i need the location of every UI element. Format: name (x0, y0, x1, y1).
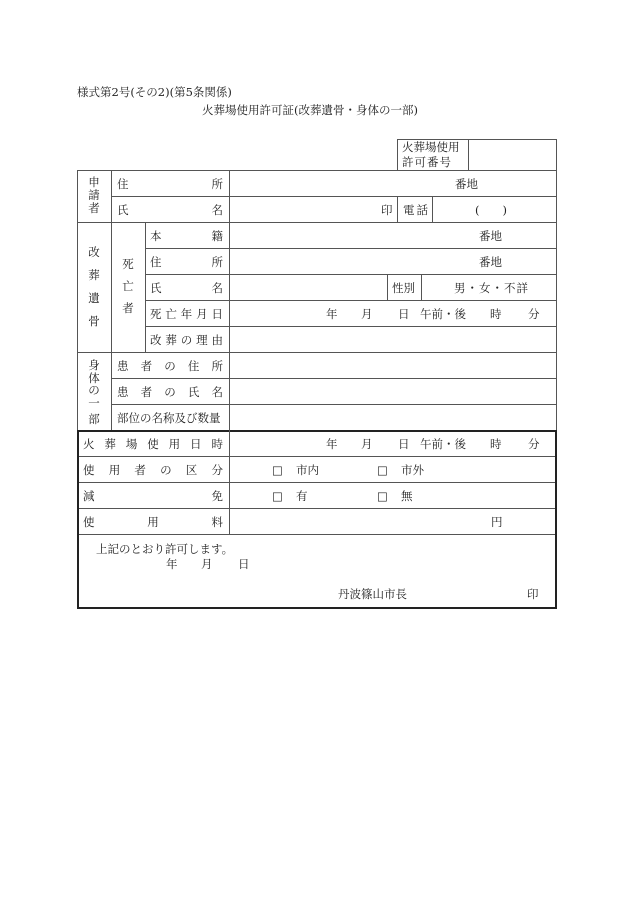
checkbox-outside-city[interactable]: □ (377, 463, 388, 477)
patient-address-field[interactable] (231, 353, 555, 377)
issuer-seal: 印 (527, 587, 539, 601)
domicile-suffix: 番地 (479, 229, 502, 243)
deceased-name-field[interactable] (231, 275, 386, 299)
approval-day: 日 (238, 557, 250, 571)
label-exemption-no: 無 (401, 489, 413, 503)
body-part-name-quantity-field[interactable] (231, 405, 555, 429)
deceased-name-label: 氏 名 (150, 281, 223, 295)
form-title: 火葬場使用許可証(改葬遺骨・身体の一部) (202, 103, 418, 117)
deceased-address-label: 住 所 (150, 255, 223, 269)
label-exemption-yes: 有 (296, 489, 308, 503)
usage-fee-field[interactable] (231, 509, 481, 533)
applicant-group-label: 申 請 者 (88, 175, 100, 215)
reburial-reason-field[interactable] (231, 327, 555, 351)
user-category-label: 使 用 者 の 区 分 (83, 463, 223, 477)
reburial-group-label: 改 葬 遺 骨 (88, 245, 100, 328)
death-date-label: 死 亡 年 月 日 (150, 307, 223, 321)
exemption-label: 減 免 (83, 489, 223, 503)
approval-month: 月 (201, 557, 213, 571)
checkbox-exemption-yes[interactable]: □ (272, 489, 283, 503)
phone-field[interactable]: ( ) (475, 203, 507, 217)
issuer-name: 丹波篠山市長 (338, 587, 407, 601)
applicant-address-field[interactable] (231, 171, 555, 195)
domicile-label: 本 籍 (150, 229, 223, 243)
patient-address-label: 患 者 の 住 所 (117, 359, 223, 373)
usage-datetime-label: 火 葬 場 使 用 日 時 (83, 437, 223, 451)
applicant-name-label: 氏 名 (117, 203, 223, 217)
usage-fee-label: 使 用 料 (83, 515, 223, 529)
reburial-reason-label: 改 葬 の 理 由 (150, 333, 223, 347)
applicant-seal: 印 (381, 203, 393, 217)
checkbox-within-city[interactable]: □ (272, 463, 283, 477)
body-part-group-label: 身 体 の 一 部 (88, 358, 100, 426)
patient-name-field[interactable] (231, 379, 555, 403)
deceased-address-field[interactable] (231, 249, 555, 273)
deceased-address-suffix: 番地 (479, 255, 502, 269)
phone-label: 電話 (403, 203, 430, 217)
domicile-field[interactable] (231, 223, 555, 247)
permit-number-field[interactable] (470, 141, 554, 169)
yen-unit: 円 (491, 515, 503, 529)
label-within-city: 市内 (296, 463, 319, 477)
approval-statement: 上記のとおり許可します。 (96, 542, 234, 556)
patient-name-label: 患 者 の 氏 名 (117, 385, 223, 399)
label-outside-city: 市外 (401, 463, 424, 477)
permit-number-label-1: 火葬場使用 (402, 140, 460, 154)
deceased-label: 死 亡 者 (122, 257, 134, 315)
form-number: 様式第2号(その2)(第5条関係) (77, 85, 232, 99)
body-part-name-quantity-label: 部位の名称及び数量 (117, 411, 221, 425)
applicant-address-label: 住 所 (117, 177, 223, 191)
applicant-address-suffix: 番地 (455, 177, 478, 191)
permit-number-label-2: 許可番号 (402, 155, 452, 169)
applicant-name-field[interactable] (231, 197, 381, 221)
sex-label: 性別 (392, 281, 415, 295)
sex-options[interactable]: 男・女・不詳 (454, 281, 529, 295)
approval-year: 年 (166, 557, 178, 571)
checkbox-exemption-no[interactable]: □ (377, 489, 388, 503)
